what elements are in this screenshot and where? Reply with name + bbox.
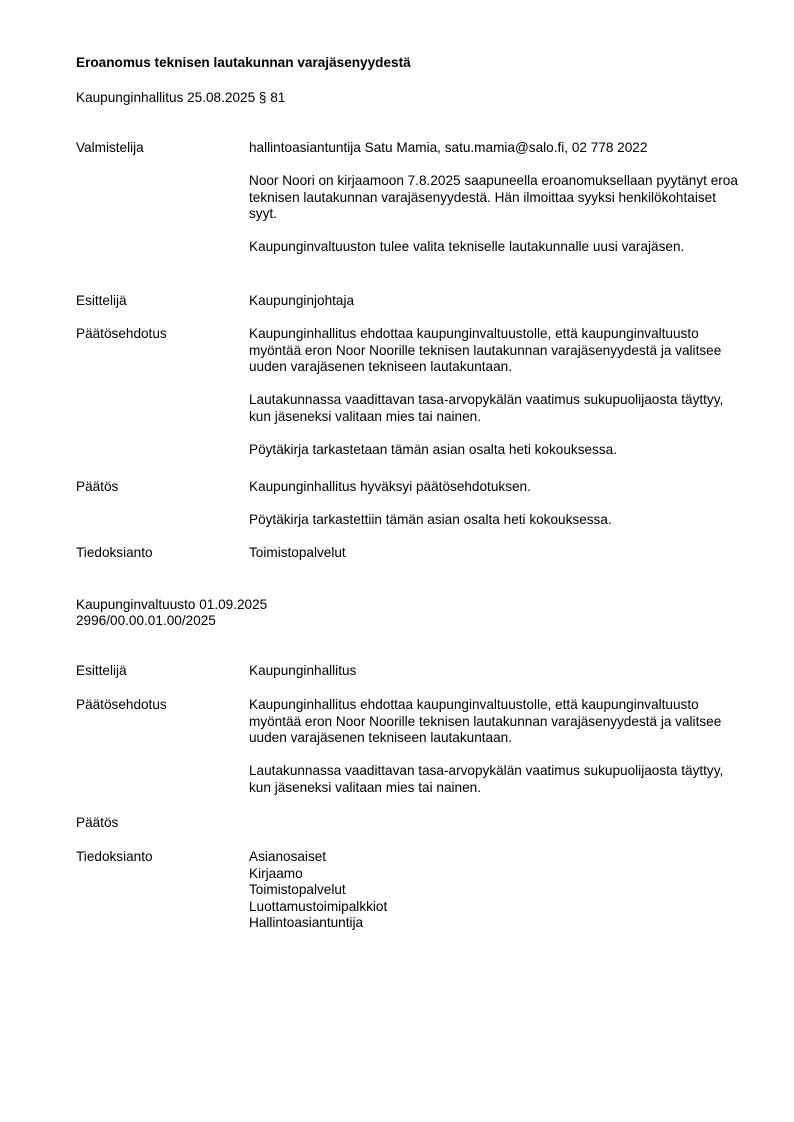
document-title: Eroanomus teknisen lautakunnan varajäsenyydestä xyxy=(76,55,411,70)
proposal-paragraph: Pöytäkirja tarkastetaan tämän asian osalta heti kokouksessa. xyxy=(249,441,617,457)
proposal-label: Päätösehdotus xyxy=(76,697,167,712)
proposal-paragraph: Kaupunginhallitus ehdottaa kaupunginvaltuustolle, että kaupunginvaltuusto myöntää eron Noor Noorille teknisen lautakunnan varajäsenyydestä ja valitsee uuden varajäsenen tekniseen lautakuntaan. xyxy=(249,697,722,745)
proposal-content xyxy=(249,697,739,796)
proposal-paragraph: Lautakunnassa vaadittavan tasa-arvopykälän vaatimus sukupuolijaosta täyttyy, kun jäseneksi valitaan mies tai nainen. xyxy=(249,763,724,795)
presenter-value: Kaupunginjohtaja xyxy=(249,293,355,308)
preparer-label: Valmistelija xyxy=(76,140,144,155)
decision-label: Päätös xyxy=(76,479,119,494)
preparer-paragraph: Kaupunginvaltuuston tulee valita tekniselle lautakunnalle uusi varajäsen. xyxy=(249,239,685,254)
notice-list-item: Luottamustoimipalkkiot xyxy=(249,898,388,914)
preparer-paragraph: Noor Noori on kirjaamoon 7.8.2025 saapuneella eroanomuksellaan pyytänyt eroa teknisen lautakunnan varajäsenyydestä. Hän ilmoittaa syyksi henkilökohtaiset syyt. xyxy=(249,173,738,221)
notice-value: Toimistopalvelut xyxy=(249,545,346,560)
proposal-paragraph: Lautakunnassa vaadittavan tasa-arvopykälän vaatimus sukupuolijaosta täyttyy, kun jäseneksi valitaan mies tai nainen. xyxy=(249,392,724,424)
preparer-value: hallintoasiantuntija Satu Mamia, satu.mamia@salo.fi, 02 778 2022 xyxy=(249,140,648,155)
preparer-content xyxy=(249,140,739,256)
notice-list-item: Toimistopalvelut xyxy=(249,882,346,897)
notice-list-item: Hallintoasiantuntija xyxy=(249,915,364,930)
record-number: 2996/00.00.01.00/2025 xyxy=(76,613,216,628)
presenter-value: Kaupunginhallitus xyxy=(249,663,357,678)
decision-paragraph: Kaupunginhallitus hyväksyi päätösehdotuksen. xyxy=(249,479,531,494)
notice-label: Tiedoksianto xyxy=(76,545,153,560)
notice-label: Tiedoksianto xyxy=(76,849,153,864)
proposal-content xyxy=(249,326,739,458)
decision-label: Päätös xyxy=(76,815,119,830)
proposal-paragraph: Kaupunginhallitus ehdottaa kaupunginvaltuustolle, että kaupunginvaltuusto myöntää eron Noor Noorille teknisen lautakunnan varajäsenyydestä ja valitsee uuden varajäsenen tekniseen lautakuntaan. xyxy=(249,326,722,374)
meeting-header-council: Kaupunginvaltuusto 01.09.2025 xyxy=(76,597,268,612)
notice-list-item: Asianosaiset xyxy=(249,849,327,864)
notice-list-item: Kirjaamo xyxy=(249,865,303,881)
notice-list xyxy=(249,849,739,932)
presenter-label: Esittelijä xyxy=(76,293,127,308)
meeting-header-board: Kaupunginhallitus 25.08.2025 § 81 xyxy=(76,90,286,105)
proposal-label: Päätösehdotus xyxy=(76,326,167,341)
decision-paragraph: Pöytäkirja tarkastettiin tämän asian osalta heti kokouksessa. xyxy=(249,512,612,527)
decision-content xyxy=(249,479,739,529)
presenter-label: Esittelijä xyxy=(76,663,127,678)
